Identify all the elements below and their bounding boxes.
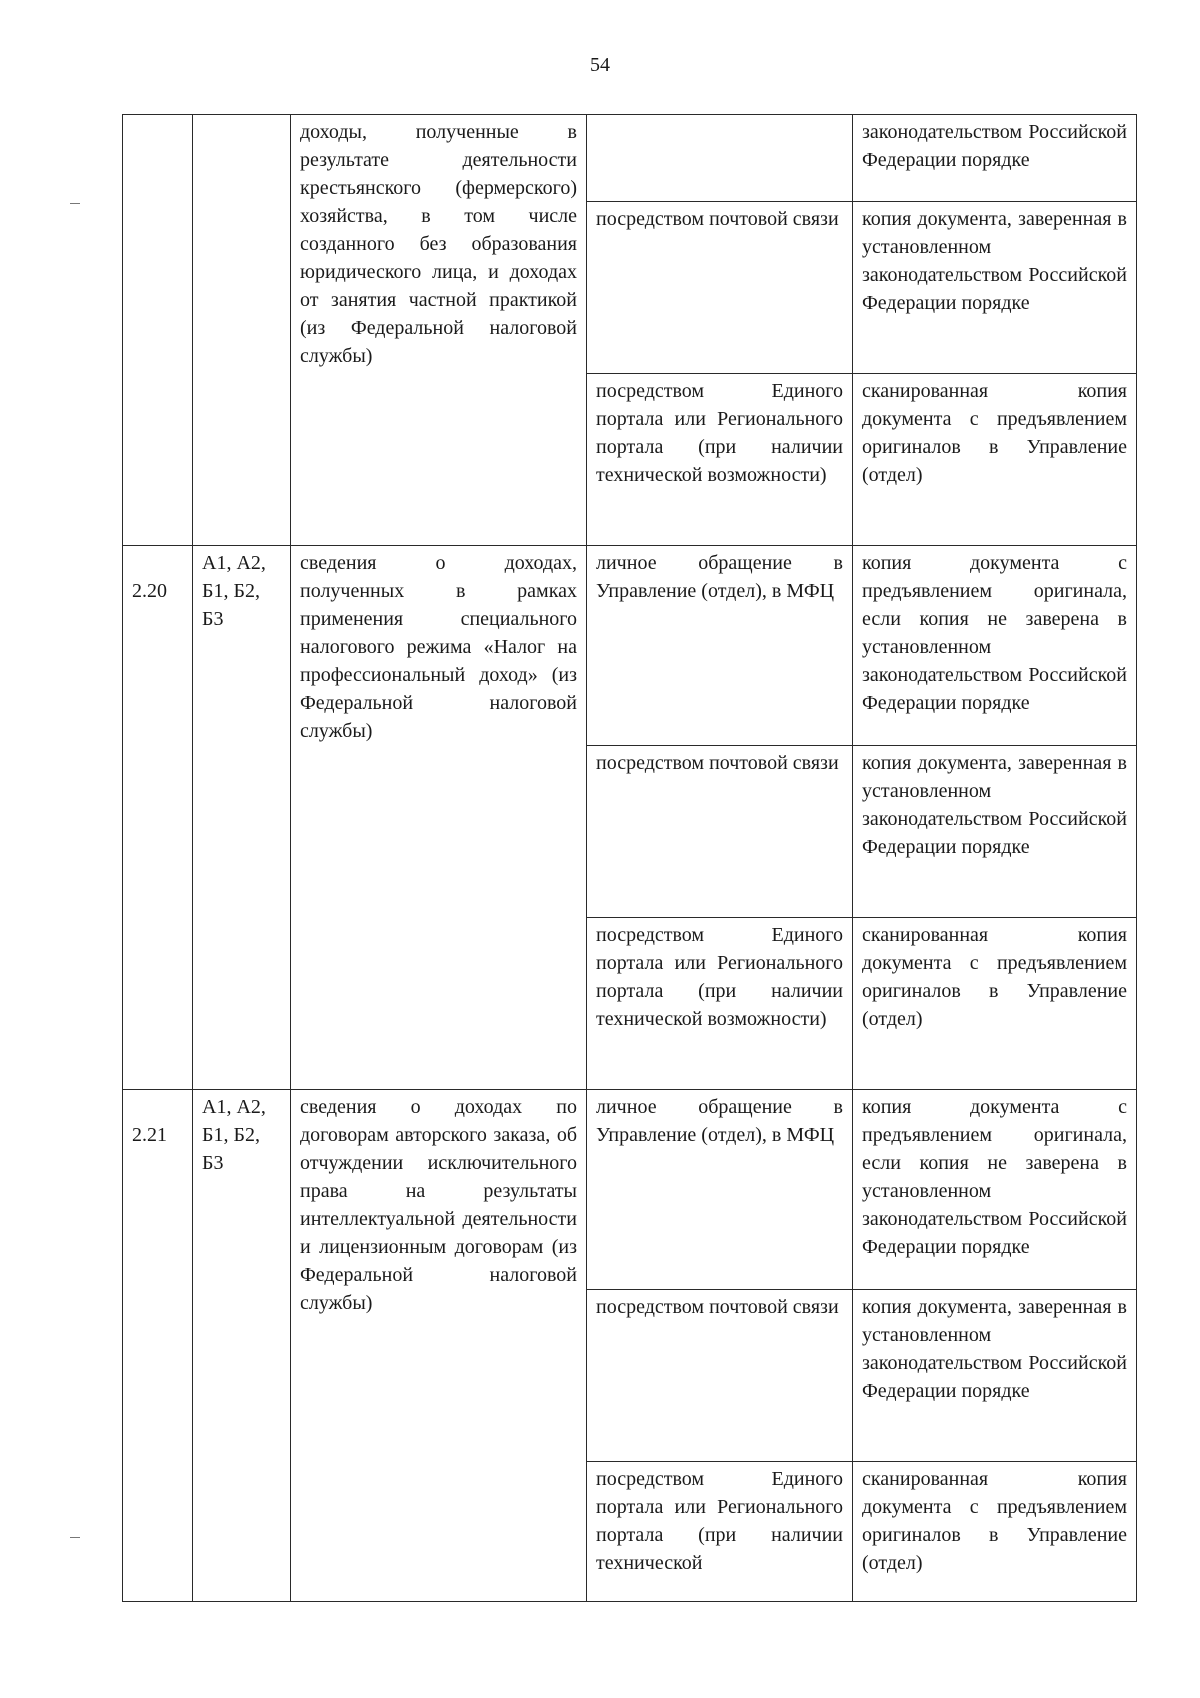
item-number-cell: 2.21 <box>123 1090 193 1602</box>
document-form-cell: копия документа, заверенная в установленном законодательством Российской Федерации порядке <box>853 1290 1137 1462</box>
method-cell <box>587 115 853 202</box>
categories-cell <box>193 115 291 546</box>
document-form-cell: копия документа, заверенная в установленном законодательством Российской Федерации порядке <box>853 746 1137 918</box>
item-number-cell <box>123 115 193 546</box>
method-cell: посредством почтовой связи <box>587 202 853 374</box>
categories-cell: А1, А2, Б1, Б2, Б3 <box>193 546 291 1090</box>
margin-mark <box>70 203 80 204</box>
description-cell: сведения о доходах, полученных в рамках применения специального налогового режима «Налог на профессиональный доход» (из Федеральной налоговой службы) <box>291 546 587 1090</box>
document-form-cell: копия документа с предъявлением оригинала, если копия не заверена в установленном законодательством Российской Федерации порядке <box>853 546 1137 746</box>
method-cell: посредством почтовой связи <box>587 1290 853 1462</box>
document-form-cell: сканированная копия документа с предъявлением оригиналов в Управление (отдел) <box>853 374 1137 546</box>
document-form-cell: сканированная копия документа с предъявлением оригиналов в Управление (отдел) <box>853 1462 1137 1602</box>
table-row <box>123 115 1137 202</box>
description-cell: доходы, полученные в результате деятельности крестьянского (фермерского) хозяйства, в том числе созданного без образования юридического лица, и доходах от занятия частной практикой (из Федеральной налоговой службы) <box>291 115 587 546</box>
method-cell: личное обращение в Управление (отдел), в МФЦ <box>587 1090 853 1290</box>
document-form-cell: законодательством Российской Федерации порядке <box>853 115 1137 202</box>
method-cell: посредством Единого портала или Регионального портала (при наличии технической возможности) <box>587 374 853 546</box>
table-row <box>123 1090 1137 1290</box>
categories-cell: А1, А2, Б1, Б2, Б3 <box>193 1090 291 1602</box>
item-number-cell: 2.20 <box>123 546 193 1090</box>
margin-mark <box>70 1537 80 1538</box>
method-cell: посредством почтовой связи <box>587 746 853 918</box>
method-cell: личное обращение в Управление (отдел), в МФЦ <box>587 546 853 746</box>
document-form-cell: сканированная копия документа с предъявлением оригиналов в Управление (отдел) <box>853 918 1137 1090</box>
document-form-cell: копия документа, заверенная в установленном законодательством Российской Федерации порядке <box>853 202 1137 374</box>
table-row <box>123 546 1137 746</box>
document-table <box>122 114 1137 1602</box>
description-cell: сведения о доходах по договорам авторского заказа, об отчуждении исключительного права на результаты интеллектуальной деятельности и лицензионным договорам (из Федеральной налоговой службы) <box>291 1090 587 1602</box>
document-form-cell: копия документа с предъявлением оригинала, если копия не заверена в установленном законодательством Российской Федерации порядке <box>853 1090 1137 1290</box>
page-number: 54 <box>590 54 610 76</box>
method-cell: посредством Единого портала или Регионального портала (при наличии технической <box>587 1462 853 1602</box>
method-cell: посредством Единого портала или Регионального портала (при наличии технической возможности) <box>587 918 853 1090</box>
